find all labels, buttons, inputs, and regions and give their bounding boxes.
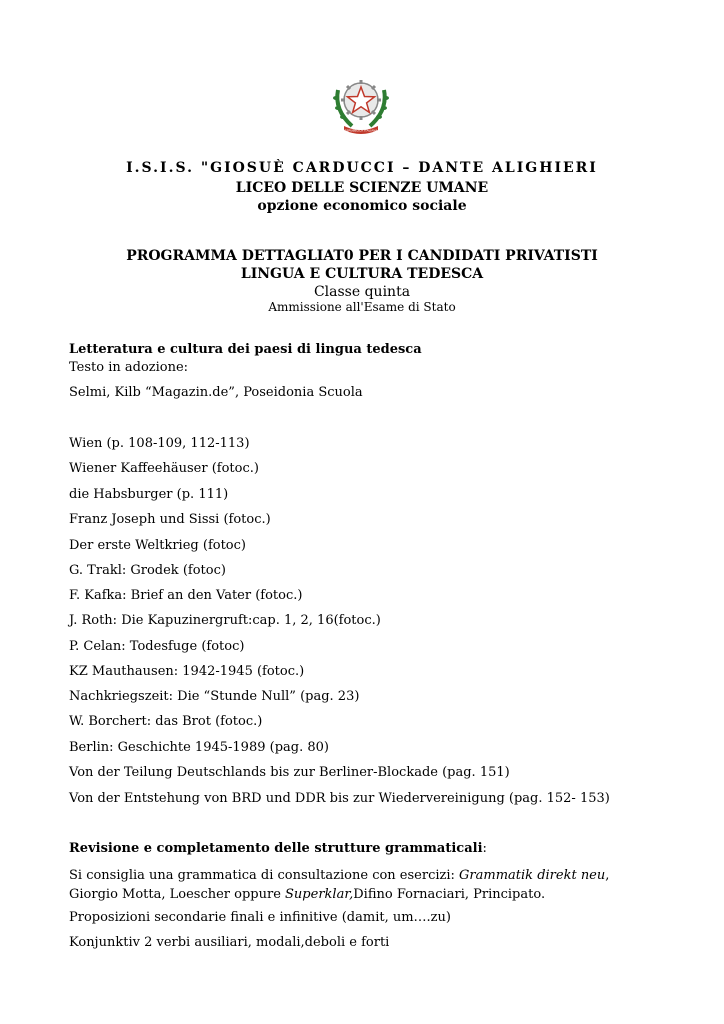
section-title-colon: : (482, 841, 487, 856)
list-item: KZ Mauthausen: 1942-1945 (fotoc.) (69, 664, 305, 679)
grammar-book-2: Superklar, (285, 887, 354, 902)
grammar-recommendation (69, 866, 629, 904)
list-item: Der erste Weltkrieg (fotoc) (69, 538, 246, 553)
list-item: Wien (p. 108-109, 112-113) (69, 436, 250, 451)
section-title-grammar: Revisione e completamento delle strutture grammaticali (69, 841, 483, 856)
program-title: PROGRAMMA DETTAGLIAT0 PER I CANDIDATI PRIVATISTI (126, 248, 598, 264)
grammar-text-1: Si consiglia una grammatica di consultazione con esercizi: (69, 868, 460, 883)
list-item: G. Trakl: Grodek (fotoc) (69, 563, 226, 578)
list-item: Nachkriegszeit: Die “Stunde Null” (pag. 23) (69, 689, 360, 704)
italian-republic-emblem-icon (330, 70, 392, 136)
list-item: Berlin: Geschichte 1945-1989 (pag. 80) (69, 740, 329, 755)
list-item: F. Kafka: Brief an den Vater (fotoc.) (69, 588, 303, 603)
list-item: P. Celan: Todesfuge (fotoc) (69, 639, 245, 654)
admission-label: Ammissione all'Esame di Stato (268, 300, 456, 314)
textbook-reference: Selmi, Kilb “Magazin.de”, Poseidonia Scuola (69, 385, 363, 400)
textbook-label: Testo in adozione: (69, 360, 189, 375)
subject-title: LINGUA E CULTURA TEDESCA (240, 266, 484, 282)
grammar-topic: Konjunktiv 2 verbi ausiliari, modali,deboli e forti (69, 935, 390, 950)
section-title-literature: Letteratura e cultura dei paesi di lingua tedesca (69, 342, 422, 357)
grammar-text-2: , Giorgio Motta, Loescher oppure (69, 868, 610, 902)
option-name: opzione economico sociale (257, 198, 467, 214)
svg-text:REPUBBLICA ITALIANA: REPUBBLICA ITALIANA (344, 128, 378, 133)
list-item: Von der Entstehung von BRD und DDR bis zur Wiedervereinigung (pag. 152- 153) (69, 791, 610, 806)
list-item: W. Borchert: das Brot (fotoc.) (69, 714, 263, 729)
list-item: Wiener Kaffeehäuser (fotoc.) (69, 461, 259, 476)
school-name: I.S.I.S. "GIOSUÈ CARDUCCI – DANTE ALIGHIERI (126, 160, 598, 176)
list-item: J. Roth: Die Kapuzinergruft:cap. 1, 2, 16(fotoc.) (69, 613, 381, 628)
grammar-text-3: Difino Fornaciari, Principato. (353, 887, 546, 902)
class-label: Classe quinta (313, 284, 411, 300)
list-item: die Habsburger (p. 111) (69, 487, 229, 502)
grammar-topic: Proposizioni secondarie finali e infinitive (damit, um….zu) (69, 910, 451, 925)
list-item: Von der Teilung Deutschlands bis zur Berliner-Blockade (pag. 151) (69, 765, 510, 780)
list-item: Franz Joseph und Sissi (fotoc.) (69, 512, 271, 527)
section-title-grammar-line (69, 841, 487, 856)
liceo-name: LICEO DELLE SCIENZE UMANE (235, 180, 489, 196)
grammar-book-1: Grammatik direkt neu (459, 868, 606, 883)
